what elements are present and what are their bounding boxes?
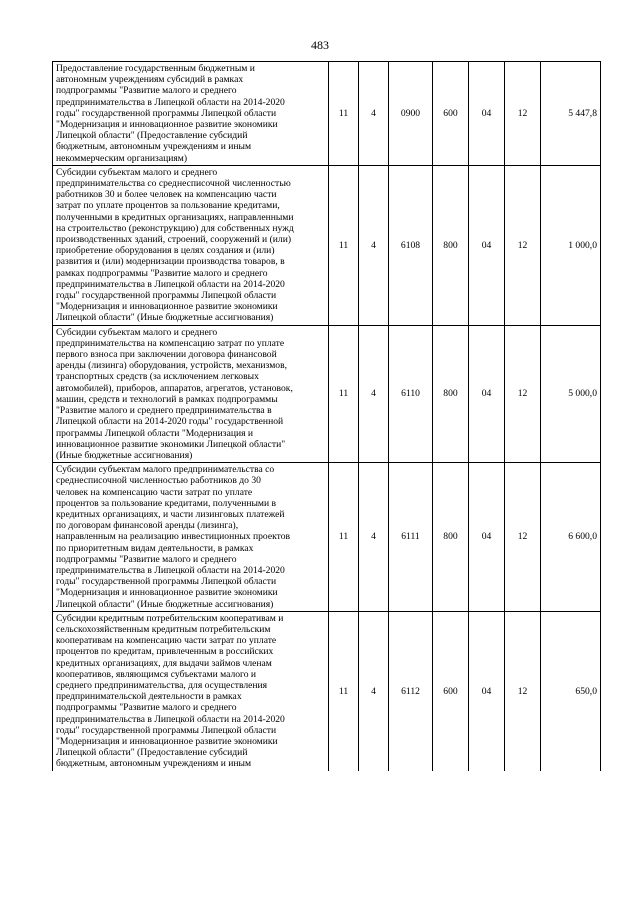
description-line: аренды (лизинга) оборудования, устройств, механизмов,: [56, 360, 288, 372]
section-cell: 11: [329, 463, 359, 612]
page-number: 483: [311, 38, 329, 52]
subchapter-cell: 12: [505, 611, 541, 770]
description-line: Липецкой области" (Иные бюджетные ассигнования): [56, 598, 274, 610]
table-row: [53, 611, 601, 770]
description-line: рамках подпрограммы "Развитие малого и среднего: [56, 267, 268, 279]
description-line: Субсидии субъектам малого и среднего: [56, 326, 218, 338]
description-line: (Иные бюджетные ассигнования): [56, 449, 193, 461]
description-line: предпринимательства со среднесписочной численностью: [56, 178, 291, 190]
description-line: предпринимательской деятельности в рамках: [56, 691, 242, 703]
description-line: кооперативам на компенсацию части затрат по уплате: [56, 635, 277, 647]
section-cell: 11: [329, 325, 359, 462]
description-line: подпрограммы "Развитие малого и среднего: [56, 702, 237, 714]
description-line: человек на компенсацию части затрат по уплате: [56, 486, 253, 498]
chapter-cell: 04: [469, 611, 505, 770]
amount-cell: 5 447,8: [541, 62, 601, 166]
amount-cell: 6 600,0: [541, 463, 601, 612]
description-line: транспортных средств (за исключением легковых: [56, 371, 259, 383]
subchapter-cell: 12: [505, 165, 541, 325]
target-article-cell: 0900: [389, 62, 433, 166]
chapter-cell: 04: [469, 325, 505, 462]
description-line: "Модернизация и инновационное развитие экономики: [56, 587, 278, 599]
description-cell: [53, 165, 329, 325]
description-line: предпринимательства на компенсацию затрат по уплате: [56, 337, 285, 349]
section-cell: 11: [329, 62, 359, 166]
target-article-cell: 6108: [389, 165, 433, 325]
table-row: [53, 62, 601, 166]
description-line: производственных зданий, строений, сооружений и (или): [56, 234, 292, 246]
target-article-cell: 6110: [389, 325, 433, 462]
description-line: по договорам финансовой аренды (лизинга),: [56, 520, 239, 532]
subsection-cell: 4: [359, 62, 389, 166]
subsection-cell: 4: [359, 463, 389, 612]
description-line: бюджетным, автономным учреждениям и иным: [56, 141, 252, 153]
description-line: приобретение оборудования в целях создания и (или): [56, 245, 275, 257]
amount-cell: 1 000,0: [541, 165, 601, 325]
description-line: Липецкой области на 2014-2020 годы" государственной: [56, 416, 284, 428]
description-line: первого взноса при заключении договора финансовой: [56, 349, 277, 361]
description-line: подпрограммы "Развитие малого и среднего: [56, 553, 237, 565]
description-line: годы" государственной программы Липецкой области: [56, 576, 277, 588]
description-line: автономным учреждениям субсидий в рамках: [56, 74, 244, 86]
description-line: среднесписочной численностью работников до 30: [56, 475, 261, 487]
description-cell: [53, 62, 329, 166]
description-line: среднего предпринимательства, для осуществления: [56, 679, 268, 691]
description-line: процентов за пользование кредитами, полученными в: [56, 497, 277, 509]
description-line: "Модернизация и инновационное развитие экономики: [56, 735, 278, 747]
subchapter-cell: 12: [505, 325, 541, 462]
description-line: годы" государственной программы Липецкой области: [56, 724, 277, 736]
description-cell: [53, 463, 329, 612]
table-row: [53, 165, 601, 325]
section-cell: 11: [329, 165, 359, 325]
target-article-cell: 6112: [389, 611, 433, 770]
description-line: развития и (или) модернизации производства товаров, в: [56, 256, 285, 268]
section-cell: 11: [329, 611, 359, 770]
description-line: подпрограммы "Развитие малого и среднего: [56, 85, 237, 97]
chapter-cell: 04: [469, 165, 505, 325]
subsection-cell: 4: [359, 165, 389, 325]
description-line: Субсидии субъектам малого предпринимательства со: [56, 464, 275, 476]
amount-cell: 650,0: [541, 611, 601, 770]
description-line: Субсидии кредитным потребительским кооперативам и: [56, 612, 284, 624]
expense-type-cell: 800: [433, 463, 469, 612]
description-line: Субсидии субъектам малого и среднего: [56, 166, 218, 178]
expense-type-cell: 800: [433, 325, 469, 462]
description-line: предпринимательства в Липецкой области на 2014-2020: [56, 713, 285, 725]
description-line: "Развитие малого и среднего предпринимательства в: [56, 405, 272, 417]
description-line: машин, средств и технологий в рамках подпрограммы: [56, 393, 278, 405]
description-line: Липецкой области" (Предоставление субсидий: [56, 130, 248, 142]
description-line: процентов по кредитам, привлеченным в российских: [56, 646, 274, 658]
expense-type-cell: 600: [433, 611, 469, 770]
description-line: по приоритетным видам деятельности, в рамках: [56, 542, 254, 554]
expense-type-cell: 800: [433, 165, 469, 325]
subsection-cell: 4: [359, 325, 389, 462]
budget-table: [52, 61, 601, 771]
description-line: предпринимательства в Липецкой области на 2014-2020: [56, 96, 285, 108]
description-line: некоммерческим организациям): [56, 152, 188, 164]
description-line: Липецкой области" (Иные бюджетные ассигнования): [56, 312, 274, 324]
description-cell: [53, 325, 329, 462]
description-line: кредитных организациях, и части лизинговых платежей: [56, 508, 285, 520]
expense-type-cell: 600: [433, 62, 469, 166]
chapter-cell: 04: [469, 463, 505, 612]
description-line: работников 30 и более человек на компенсацию части: [56, 189, 277, 201]
description-line: предпринимательства в Липецкой области на 2014-2020: [56, 564, 285, 576]
description-line: Предоставление государственным бюджетным и: [56, 63, 255, 74]
table-row: [53, 325, 601, 462]
amount-cell: 5 000,0: [541, 325, 601, 462]
chapter-cell: 04: [469, 62, 505, 166]
description-line: кредитных организациях, для выдачи займов членам: [56, 657, 272, 669]
subchapter-cell: 12: [505, 463, 541, 612]
description-line: затрат по уплате процентов за пользование кредитами,: [56, 200, 280, 212]
description-line: предпринимательства в Липецкой области на 2014-2020: [56, 278, 285, 290]
description-line: "Модернизация и инновационное развитие экономики: [56, 119, 278, 131]
target-article-cell: 6111: [389, 463, 433, 612]
description-line: годы" государственной программы Липецкой области: [56, 290, 277, 302]
description-line: Липецкой области" (Предоставление субсидий: [56, 747, 248, 759]
subsection-cell: 4: [359, 611, 389, 770]
description-line: на строительство (реконструкцию) для собственных нужд: [56, 222, 294, 234]
description-line: годы" государственной программы Липецкой области: [56, 107, 277, 119]
description-line: автомобилей), приборов, аппаратов, агрегатов, установок,: [56, 382, 293, 394]
description-cell: [53, 611, 329, 770]
description-line: инновационное развитие экономики Липецкой области": [56, 438, 286, 450]
description-line: бюджетным, автономным учреждениям и иным: [56, 758, 252, 770]
description-line: направленным на реализацию инвестиционных проектов: [56, 531, 291, 543]
subchapter-cell: 12: [505, 62, 541, 166]
description-line: "Модернизация и инновационное развитие экономики: [56, 301, 278, 313]
table-row: [53, 463, 601, 612]
description-line: полученными в кредитных организациях, направленными: [56, 211, 294, 223]
description-line: кооперативов, являющимся субъектами малого и: [56, 668, 257, 680]
description-line: программы Липецкой области "Модернизация и: [56, 427, 254, 439]
description-line: сельскохозяйственным кредитным потребительским: [56, 623, 271, 635]
